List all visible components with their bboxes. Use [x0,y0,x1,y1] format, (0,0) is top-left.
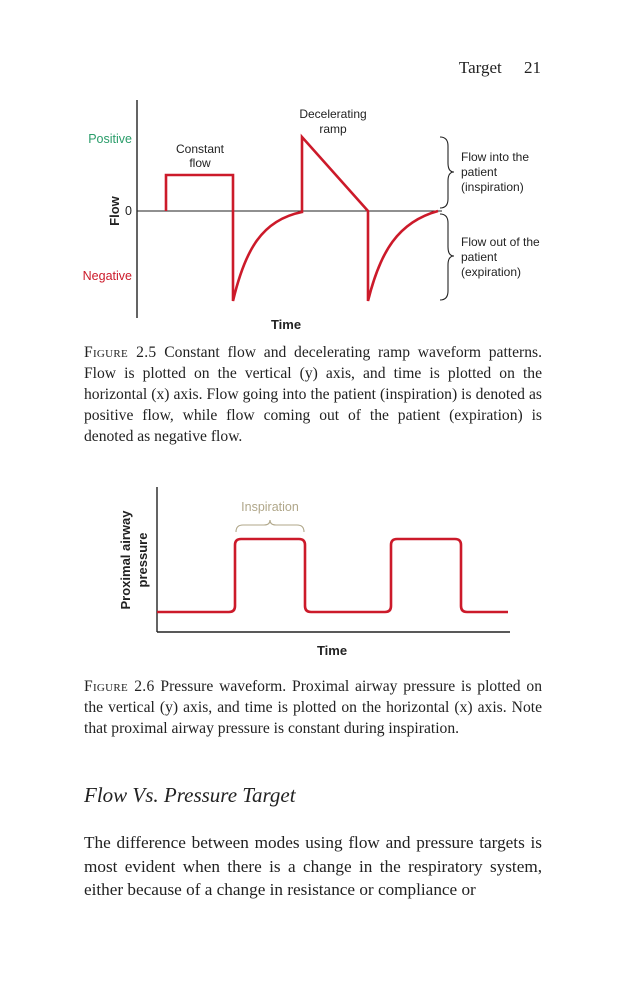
tick-positive: Positive [88,132,132,146]
y-axis-label-1: Proximal airway [118,510,133,610]
label-ramp-1: Decelerating [299,107,367,121]
pressure-waveform [157,539,508,612]
figure-2-5-label: Figure 2.5 [84,344,157,361]
page-number: 21 [524,58,541,77]
label-flow-in-1: Flow into the [461,150,530,164]
figure-2-5-caption-text: Constant flow and decelerating ramp waveform patterns. Flow is plotted on the vertical (y) axis, and time is plotted on the horizontal (x) axis. Flow going into the patient (inspiration) is denoted as positive flow, while flow coming out of the patient (expiration) is denoted as negative flow. [84,344,542,445]
label-flow-in-2: patient [461,165,498,179]
tick-negative: Negative [82,269,132,283]
label-ramp-2: ramp [319,122,347,136]
figure-2-6-caption [84,676,542,739]
figure-2-5-chart [0,0,625,345]
figure-2-6-caption-text: Pressure waveform. Proximal airway pressure is plotted on the vertical (y) axis, and time is plotted on the horizontal (x) axis. Note that proximal airway pressure is constant during inspiration. [84,678,543,737]
x-axis-label: Time [270,317,302,332]
figure-2-6-label: Figure 2.6 [84,678,155,695]
label-flow-out-3: (expiration) [461,265,522,279]
label-flow-in-3: (inspiration) [461,180,524,194]
figure-2-5-caption [84,342,542,447]
brace-inspiration [440,137,454,208]
label-constant-flow-1: Constant [175,142,225,156]
tick-zero: 0 [125,204,132,218]
brace-expiration [440,214,454,300]
brace-inspiration [236,520,304,532]
x-axis-label: Time [316,643,348,658]
body-paragraph: The difference between modes using flow and pressure targets is most evident when there is a change in the respiratory system, either because of a change in resistance or compliance or [84,833,542,899]
section-title: Flow Vs. Pressure Target [84,783,296,807]
label-flow-out-2: patient [461,250,498,264]
label-constant-flow-2: flow [189,156,211,170]
figure-2-6-chart [0,480,625,660]
label-flow-out-1: Flow out of the [461,235,540,249]
y-axis-label-2: pressure [135,532,150,588]
running-head-title: Target [458,58,502,77]
y-axis-label: Flow [107,196,122,226]
label-inspiration: Inspiration [241,500,299,514]
